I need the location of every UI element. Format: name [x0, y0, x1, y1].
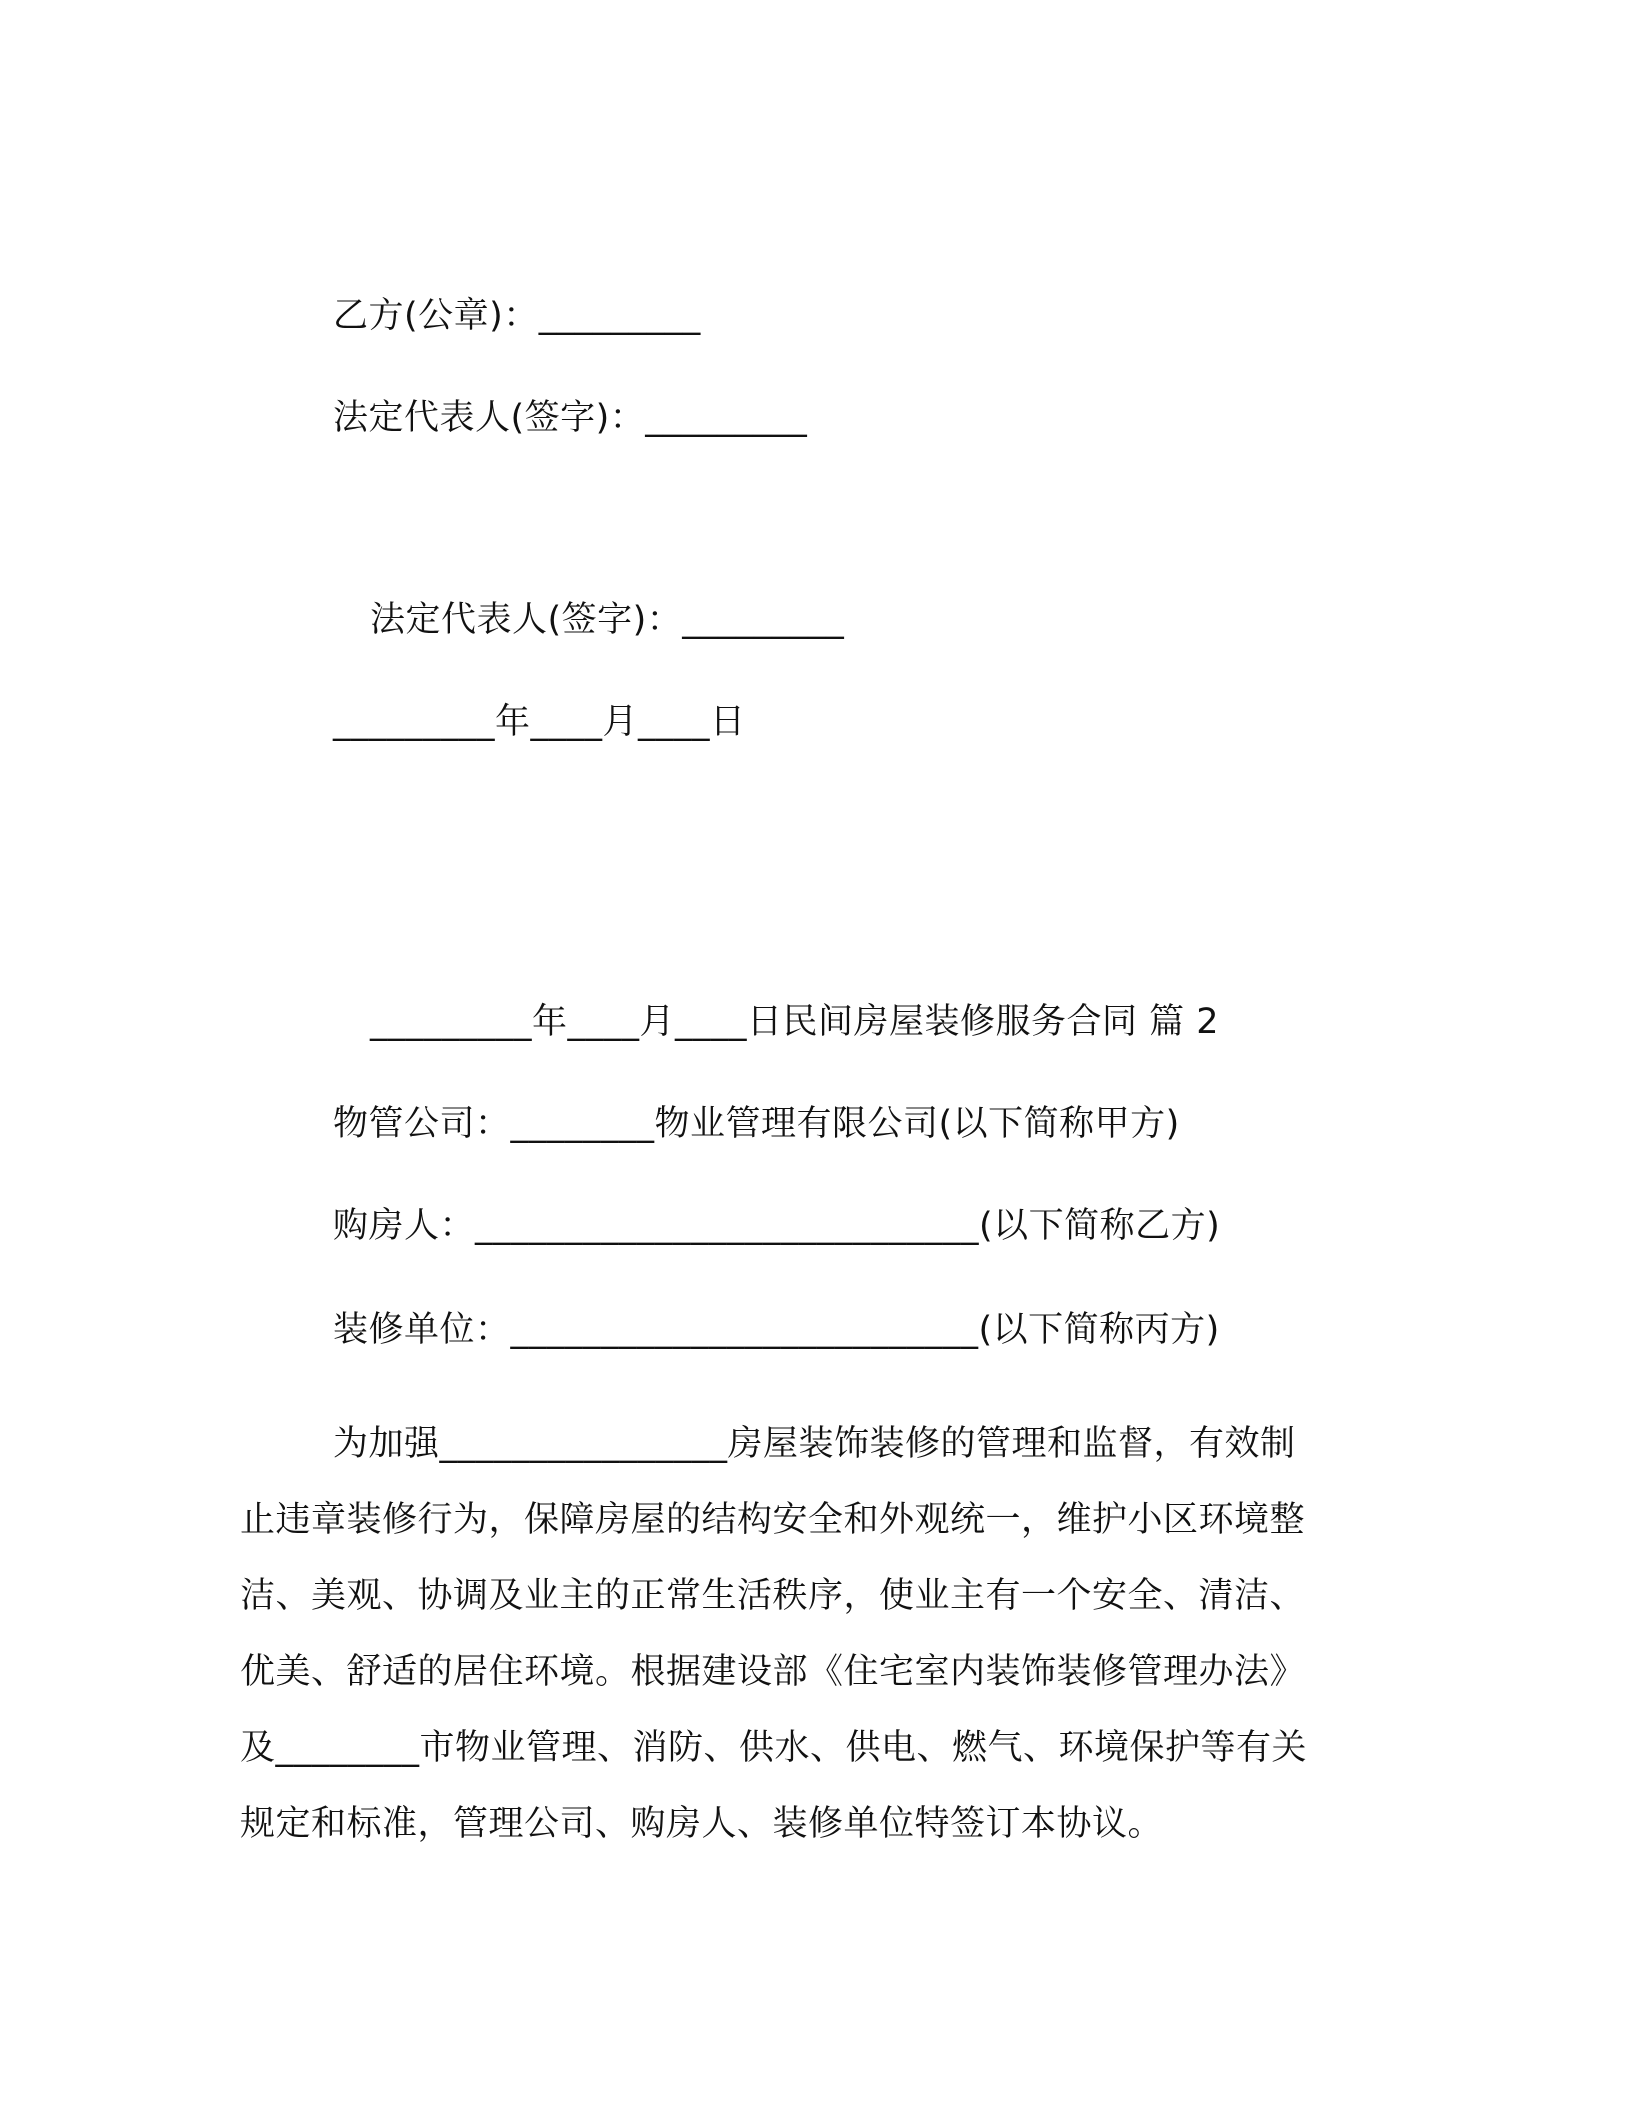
date-line: _________年____月____日 — [333, 702, 746, 742]
preamble-line: 洁、美观、协调及业主的正常生活秩序，使业主有一个安全、清洁、 — [240, 1576, 1306, 1616]
preamble-line: 规定和标准，管理公司、购房人、装修单位特签订本协议。 — [240, 1804, 1164, 1844]
legal-rep-signature-line: 法定代表人(签字)：_________ — [370, 600, 845, 640]
preamble-paragraph — [240, 1406, 1380, 1862]
preamble-line: 优美、舒适的居住环境。根据建设部《住宅室内装饰装修管理办法》 — [240, 1652, 1306, 1692]
decoration-unit-line: 装修单位：__________________________(以下简称丙方) — [333, 1310, 1220, 1350]
property-company-line: 物管公司：________物业管理有限公司(以下简称甲方) — [333, 1104, 1180, 1144]
contract-title: _________年____月____日民间房屋装修服务合同 篇 2 — [370, 1002, 1220, 1042]
preamble-line: 止违章装修行为，保障房屋的结构安全和外观统一，维护小区环境整 — [240, 1500, 1306, 1540]
preamble-line: 及________市物业管理、消防、供水、供电、燃气、环境保护等有关 — [240, 1728, 1308, 1768]
buyer-line: 购房人：____________________________(以下简称乙方) — [333, 1206, 1221, 1246]
party-b-legal-rep-line: 法定代表人(签字)：_________ — [333, 398, 808, 438]
party-b-seal-line: 乙方(公章)：_________ — [333, 296, 701, 336]
preamble-line: 为加强________________房屋装饰装修的管理和监督，有效制 — [333, 1424, 1296, 1464]
